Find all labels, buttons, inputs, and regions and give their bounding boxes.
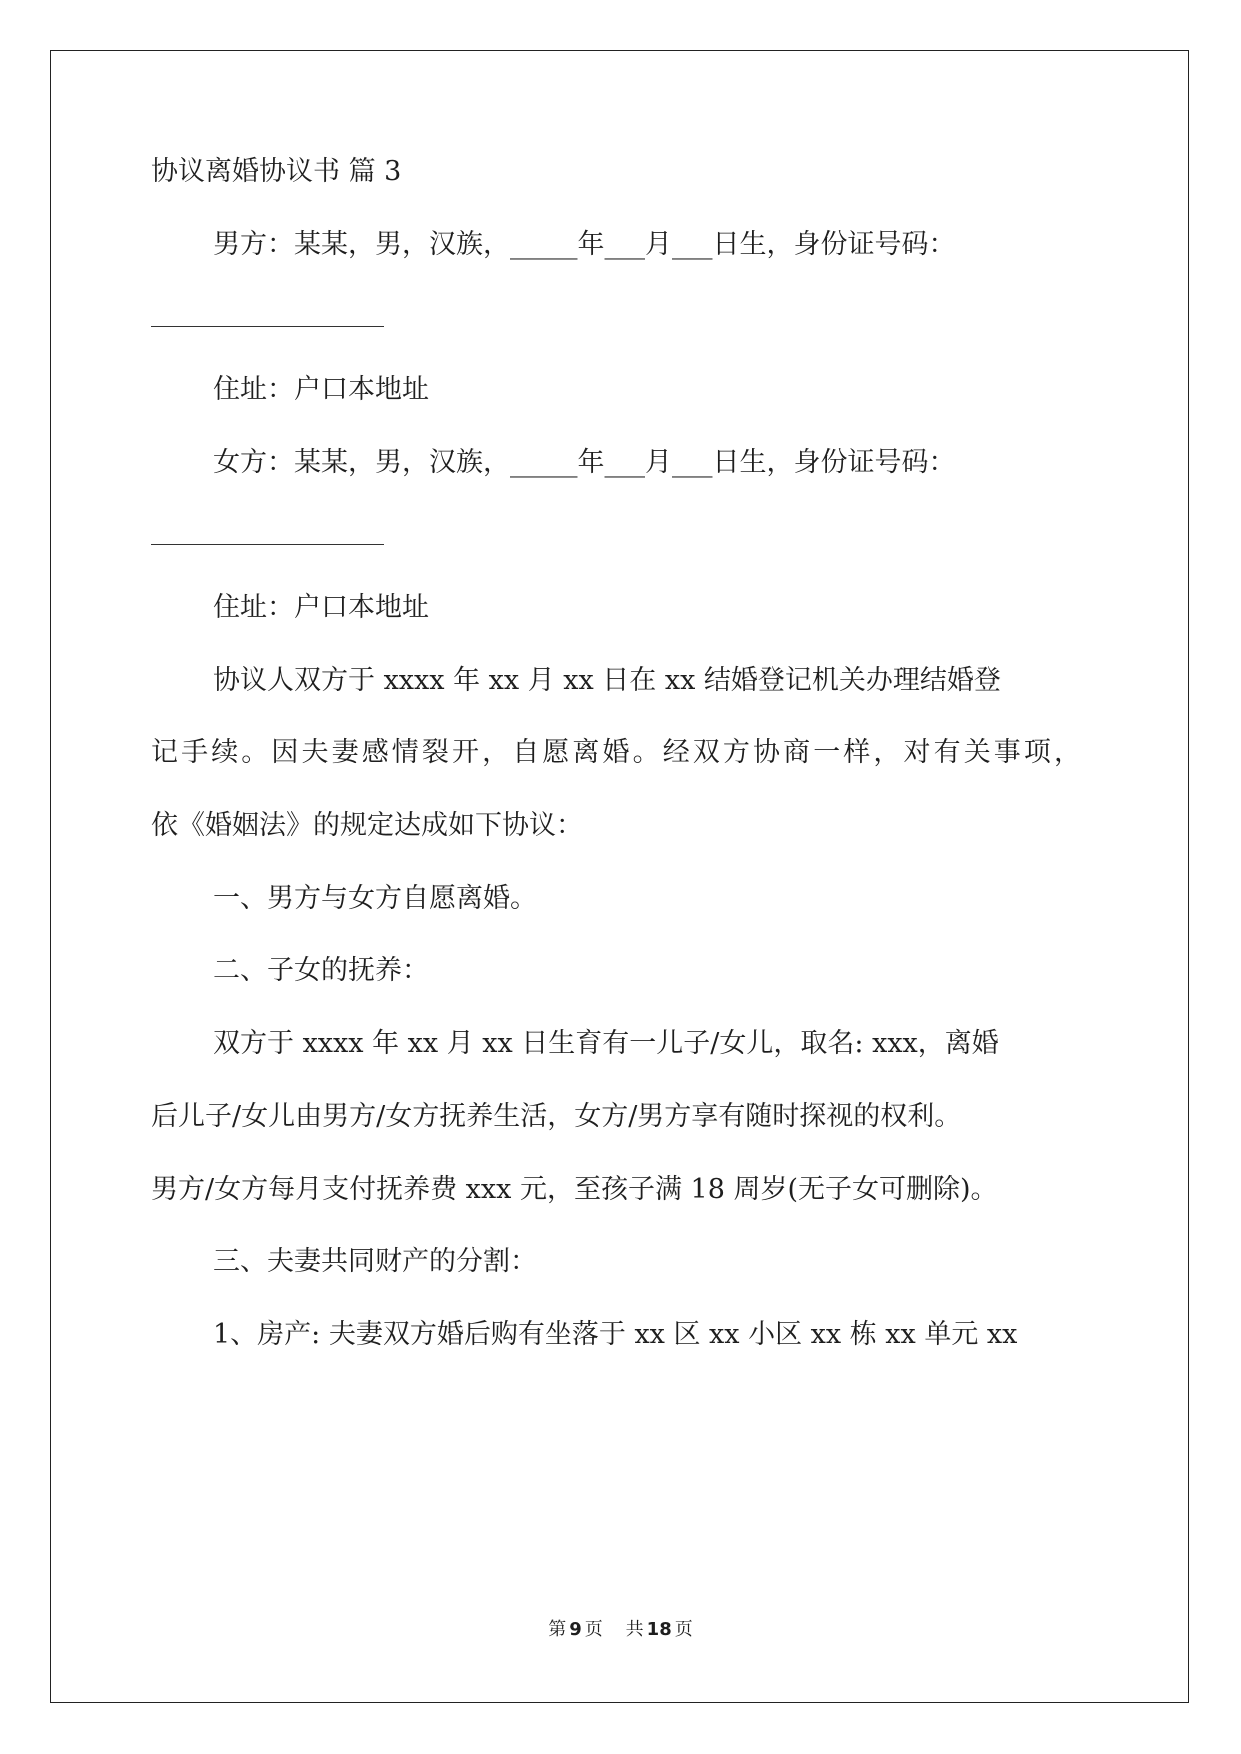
footer-page-unit: 页 bbox=[584, 1619, 603, 1640]
footer-total-prefix: 共 bbox=[625, 1619, 644, 1640]
footer-page-number: 9 bbox=[569, 1619, 582, 1640]
document-heading: 协议离婚协议书 篇 3 bbox=[151, 156, 402, 187]
clause-three-heading: 三、夫妻共同财产的分割： bbox=[213, 1246, 537, 1277]
paragraph-agreement-line-2: 记手续。因夫妻感情裂开，自愿离婚。经双方协商一样，对有关事项， bbox=[151, 737, 1081, 768]
id-number-blank-line bbox=[151, 326, 384, 327]
paragraph-female-address: 住址：户口本地址 bbox=[213, 592, 429, 623]
paragraph-children-line-1: 双方于 xxxx 年 xx 月 xx 日生育有一儿子/女儿，取名: xxx，离婚 bbox=[213, 1028, 999, 1059]
paragraph-agreement-line-1: 协议人双方于 xxxx 年 xx 月 xx 日在 xx 结婚登记机关办理结婚登 bbox=[213, 665, 1001, 696]
footer-prefix: 第 bbox=[548, 1619, 567, 1640]
paragraph-children-line-2: 后儿子/女儿由男方/女方抚养生活，女方/男方享有随时探视的权利。 bbox=[151, 1101, 962, 1132]
paragraph-property-line-1: 1、房产: 夫妻双方婚后购有坐落于 xx 区 xx 小区 xx 栋 xx 单元 xx bbox=[213, 1319, 1018, 1350]
id-number-blank-line bbox=[151, 544, 384, 545]
paragraph-male-party: 男方：某某，男，汉族，_____年___月___日生，身份证号码： bbox=[213, 229, 956, 260]
footer-total-pages: 18 bbox=[646, 1619, 672, 1640]
paragraph-male-address: 住址：户口本地址 bbox=[213, 374, 429, 405]
clause-two-heading: 二、子女的抚养： bbox=[213, 955, 429, 986]
paragraph-agreement-line-3: 依《婚姻法》的规定达成如下协议： bbox=[151, 810, 583, 841]
clause-one: 一、男方与女方自愿离婚。 bbox=[213, 883, 537, 914]
page-footer bbox=[0, 1618, 1241, 1642]
paragraph-children-line-3: 男方/女方每月支付抚养费 xxx 元，至孩子满 18 周岁(无子女可删除)。 bbox=[151, 1174, 998, 1205]
paragraph-female-party: 女方：某某，男，汉族，_____年___月___日生，身份证号码： bbox=[213, 447, 956, 478]
page-frame bbox=[50, 50, 1189, 1703]
footer-total-unit: 页 bbox=[674, 1619, 693, 1640]
